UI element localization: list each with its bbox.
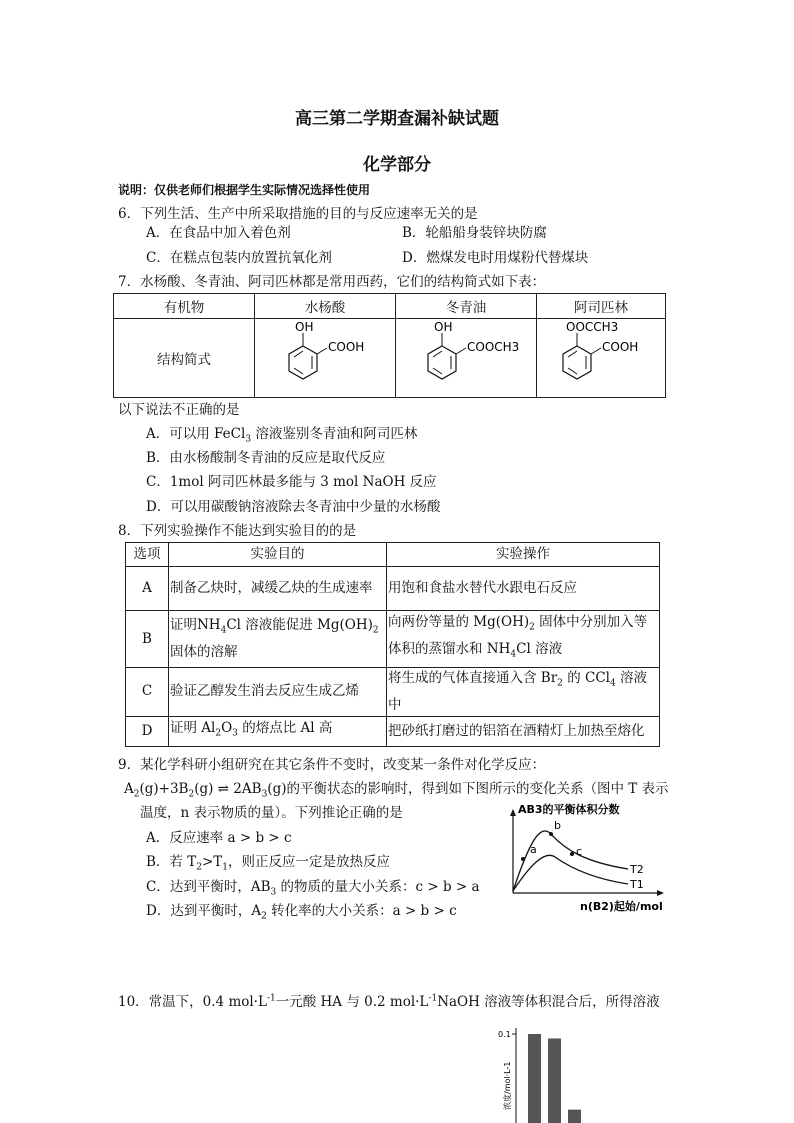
point-b — [549, 832, 553, 836]
curve-label: T2 — [630, 863, 644, 876]
table-header: 水杨酸 — [255, 294, 396, 319]
curve-label: T1 — [630, 878, 644, 891]
q6-option-d: D．燃煤发电时用煤粉代替煤块 — [402, 250, 589, 266]
option-cell: A — [126, 567, 169, 611]
row-label: 结构简式 — [114, 319, 255, 398]
bar-3 — [568, 1110, 581, 1123]
table-header: 有机物 — [114, 294, 255, 319]
q7-option-c: C．1mol 阿司匹林最多能与 3 mol NaOH 反应 — [146, 474, 437, 490]
q7-stem: 7．水杨酸、冬青油、阿司匹林都是常用西药，它们的结构简式如下表： — [118, 274, 546, 290]
q9-option-d: D．达到平衡时，$A_2$ 转化率的大小关系：a > b > c — [146, 903, 457, 922]
equilibrium-graph — [500, 795, 680, 920]
point-c — [570, 852, 574, 856]
table-header: 阿司匹林 — [537, 294, 666, 319]
substituent-label: COOH — [328, 340, 365, 354]
y-tick-label: 0.1 — [498, 1030, 511, 1039]
usage-note: 说明：仅供老师们根据学生实际情况选择性使用 — [118, 183, 371, 197]
table-header: 选项 — [126, 543, 169, 567]
structure-salicylic-acid — [255, 319, 396, 398]
q7-option-a: A．可以用 FeCl$_3$ 溶液鉴别冬青油和阿司匹林 — [146, 426, 418, 445]
table-row — [126, 668, 660, 717]
structure-aspirin — [537, 319, 666, 398]
operation-cell: 将生成的气体直接通入含 $Br_2$ 的 CCl$_4$ 溶液中 — [387, 668, 660, 717]
curve-t1 — [513, 855, 628, 891]
goal-cell: 验证乙醇发生消去反应生成乙烯 — [169, 668, 387, 717]
table-header: 实验目的 — [169, 543, 387, 567]
concentration-chart — [490, 1022, 600, 1123]
q9-option-a: A．反应速率 a > b > c — [146, 830, 292, 846]
page-title: 高三第二学期查漏补缺试题 — [295, 109, 499, 129]
experiment-table — [125, 542, 660, 747]
option-cell: D — [126, 716, 169, 746]
operation-cell: 把砂纸打磨过的铝箔在酒精灯上加热至熔化 — [387, 716, 660, 746]
substituent-label: COOCH3 — [467, 340, 520, 354]
table-row — [126, 716, 660, 746]
option-cell: B — [126, 611, 169, 668]
curve-t2 — [513, 831, 628, 891]
q6-stem: 6．下列生活、生产中所采取措施的目的与反应速率无关的是 — [118, 206, 478, 222]
goal-cell: 证明 $Al_2O_3$ 的熔点比 Al 高 — [169, 716, 387, 746]
operation-cell: 用饱和食盐水替代水跟电石反应 — [387, 567, 660, 611]
q9-option-c: C．达到平衡时，$AB_3$ 的物质的量大小关系：c > b > a — [146, 879, 480, 898]
y-axis-label: AB3的平衡体积分数 — [518, 803, 620, 816]
q9-equation: $A_2(g)+3B_2(g)$ ⇌ $2AB_3(g)$的平衡状态的影响时，得到如下图所示的变化关系（图中 T 表示 — [124, 781, 669, 800]
q8-stem: 8．下列实验操作不能达到实验目的的是 — [118, 523, 357, 539]
substituent-label: OH — [434, 320, 453, 334]
q7-option-b: B．由水杨酸制冬青油的反应是取代反应 — [146, 450, 386, 466]
point-label: c — [576, 845, 583, 858]
q7-option-d: D．可以用碳酸钠溶液除去冬青油中少量的水杨酸 — [146, 499, 441, 515]
point-label: b — [554, 819, 561, 832]
structure-wintergreen-oil — [396, 319, 537, 398]
operation-cell: 向两份等量的 $Mg(OH)_2$ 固体中分别加入等体积的蒸馏水和 $NH_4Cl$ 溶液 — [387, 611, 660, 668]
y-axis-label: 浓度/mol·L-1 — [503, 1061, 512, 1110]
x-axis-label: n(B2)起始/mol — [580, 900, 663, 913]
q6-option-a: A．在食品中加入着色剂 — [146, 225, 291, 241]
table-header: 冬青油 — [396, 294, 537, 319]
substituent-label: COOH — [602, 340, 639, 354]
q6-option-b: B．轮船船身装锌块防腐 — [402, 225, 547, 241]
q9-option-b: B．若 $T_2>T_1$，则正反应一定是放热反应 — [146, 854, 391, 873]
section-title: 化学部分 — [363, 155, 431, 175]
bar-2 — [548, 1038, 561, 1123]
q9-stem: 9．某化学科研小组研究在其它条件不变时，改变某一条件对化学反应： — [118, 757, 546, 773]
table-header: 实验操作 — [387, 543, 660, 567]
table-row — [126, 611, 660, 668]
goal-cell: 制备乙炔时，减缓乙炔的生成速率 — [169, 567, 387, 611]
substituent-label: OOCCH3 — [566, 320, 619, 334]
table-row — [126, 567, 660, 611]
point-label: a — [530, 843, 537, 856]
q6-option-c: C．在糕点包装内放置抗氧化剂 — [146, 250, 332, 266]
q7-lead: 以下说法不正确的是 — [118, 402, 240, 418]
structure-table — [113, 293, 666, 398]
q10-stem: 10．常温下，0.4 $mol\cdot L^{-1}$一元酸 HA 与 0.2 $mol\cdot L^{-1}NaOH$ 溶液等体积混合后，所得溶液 — [118, 993, 660, 1010]
q9-stem-cont: 温度，n 表示物质的量）。下列推论正确的是 — [140, 805, 403, 821]
bar-1 — [528, 1034, 541, 1123]
option-cell: C — [126, 668, 169, 717]
point-a — [521, 857, 525, 861]
substituent-label: OH — [295, 320, 314, 334]
goal-cell: 证明$NH_4Cl$ 溶液能促进 $Mg(OH)_2$固体的溶解 — [169, 611, 387, 668]
